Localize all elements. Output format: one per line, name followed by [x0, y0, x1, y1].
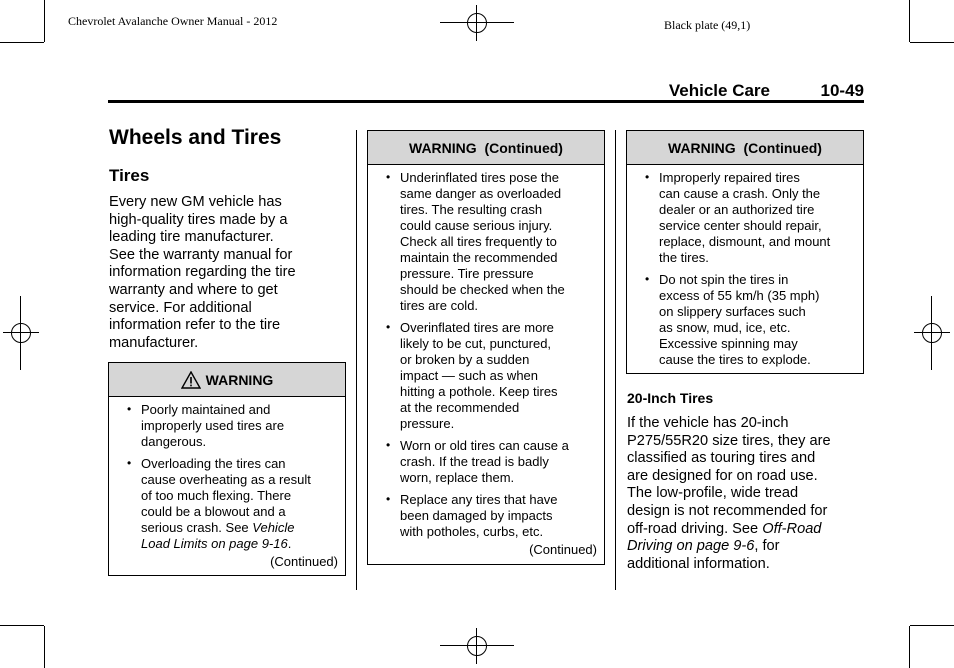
- text-line: dangerous.: [141, 434, 207, 449]
- text-line: at the recommended: [400, 400, 520, 415]
- warning-label: WARNING: [205, 371, 274, 388]
- text-line: Improperly repaired tires: [659, 170, 800, 185]
- text-line: tires are cold.: [400, 298, 479, 313]
- crop-mark: [909, 0, 910, 42]
- text-line: P275/55R20 size tires, they are: [627, 432, 831, 449]
- text-line: are designed for on road use.: [627, 467, 818, 484]
- text-line: [627, 521, 867, 539]
- registration-mark-bottom: [459, 628, 495, 664]
- text-line: additional information.: [627, 555, 770, 572]
- text-span: off-road driving. See: [627, 520, 763, 537]
- page-number: 10-49: [820, 81, 864, 100]
- text-span: .: [287, 536, 292, 551]
- text-line: impact — such as when: [400, 368, 539, 383]
- text-line: [627, 538, 867, 556]
- intro-paragraph: [109, 194, 349, 352]
- text-line: cause the tires to explode.: [659, 352, 811, 367]
- text-span: serious crash. See: [141, 520, 253, 535]
- subsection-heading: 20-Inch Tires: [627, 390, 714, 406]
- text-line: information regarding the tire: [109, 264, 296, 281]
- text-line: information refer to the tire: [109, 317, 281, 334]
- text-line: pressure.: [400, 416, 455, 431]
- cross-reference[interactable]: Vehicle: [252, 520, 295, 535]
- warning-triangle-icon: [181, 371, 201, 389]
- text-line: been damaged by impacts: [400, 508, 553, 523]
- list-item: • Improperly repaired tires can cause a crash. Only the dealer or an authorized tire service center should repair, replace, dismount, and mount the tires.: [627, 170, 863, 266]
- section-title: Vehicle Care: [668, 81, 770, 100]
- list-item: • Underinflated tires pose the same danger as overloaded tires. The resulting crash could cause serious injury. Check all tires frequently to maintain the recommended pressure. Tire pressure should be checked when the tires are cold.: [368, 170, 604, 314]
- cross-reference[interactable]: Off-Road: [762, 520, 822, 537]
- text-line: same danger as overloaded: [400, 186, 562, 201]
- text-line: Overloading the tires can: [141, 456, 286, 471]
- column-divider: [356, 130, 357, 590]
- text-line: excess of 55 km/h (35 mph): [659, 288, 820, 303]
- continued-label: (Continued): [270, 554, 338, 569]
- header-rule: [108, 100, 864, 103]
- cross-reference[interactable]: Load Limits on page 9-16: [141, 536, 288, 551]
- text-line: worn, replace them.: [400, 470, 515, 485]
- text-line: Underinflated tires pose the: [400, 170, 559, 185]
- text-line: manufacturer.: [109, 334, 199, 351]
- section-heading: Tires: [109, 166, 150, 185]
- text-line: pressure. Tire pressure: [400, 266, 534, 281]
- text-line: Poorly maintained and: [141, 402, 271, 417]
- warning-header: [109, 363, 345, 397]
- list-item: • Poorly maintained and improperly used tires are dangerous.: [109, 402, 345, 450]
- warning-continued-box: [626, 130, 864, 374]
- text-line: Every new GM vehicle has: [109, 194, 282, 210]
- column-divider: [615, 130, 616, 590]
- text-line: could be a blowout and a: [141, 504, 286, 519]
- page-title: Wheels and Tires: [109, 126, 282, 149]
- print-header-left: Chevrolet Avalanche Owner Manual - 2012: [68, 14, 278, 28]
- text-line: with potholes, curbs, etc.: [400, 524, 544, 539]
- text-line: leading tire manufacturer.: [109, 229, 274, 246]
- text-line: cause overheating as a result: [141, 472, 311, 487]
- text-line: of too much flexing. There: [141, 488, 292, 503]
- crop-mark: [44, 0, 45, 42]
- warning-continued-box: [367, 130, 605, 565]
- text-line: Worn or old tires can cause a: [400, 438, 569, 453]
- registration-line: [440, 645, 514, 646]
- text-line: service center should repair,: [659, 218, 822, 233]
- text-line: See the warranty manual for: [109, 246, 293, 263]
- text-line: on slippery surfaces such: [659, 304, 806, 319]
- crop-mark: [44, 626, 45, 668]
- text-line: The low-profile, wide tread: [627, 485, 799, 502]
- list-item: • Overloading the tires can cause overheating as a result of too much flexing. There could be a blowout and a serious crash. See Vehicle Load Limits on page 9-16.: [109, 456, 345, 552]
- crop-mark: [909, 626, 910, 668]
- text-line: [141, 520, 337, 536]
- text-line: replace, dismount, and mount: [659, 234, 831, 249]
- list-item: • Replace any tires that have been damaged by impacts with potholes, curbs, etc.: [368, 492, 604, 540]
- warning-box: [108, 362, 346, 576]
- text-line: design is not recommended for: [627, 502, 828, 519]
- text-line: If the vehicle has 20-inch: [627, 415, 789, 431]
- text-line: can cause a crash. Only the: [659, 186, 821, 201]
- text-line: dealer or an authorized tire: [659, 202, 815, 217]
- text-line: service. For additional: [109, 299, 252, 316]
- text-line: Do not spin the tires in: [659, 272, 789, 287]
- print-header-right: Black plate (49,1): [664, 18, 751, 32]
- warning-header: WARNING (Continued): [627, 131, 863, 165]
- crop-mark: [0, 625, 44, 626]
- continued-label: (Continued): [529, 542, 597, 557]
- registration-mark-left: [3, 315, 39, 351]
- registration-mark-top: [459, 5, 495, 41]
- text-line: improperly used tires are: [141, 418, 285, 433]
- text-line: could cause serious injury.: [400, 218, 553, 233]
- list-item: • Overinflated tires are more likely to be cut, punctured, or broken by a sudden impact — such as when hitting a pothole. Keep tires at the recommended pressure.: [368, 320, 604, 432]
- text-line: or broken by a sudden: [400, 352, 530, 367]
- registration-line: [440, 22, 514, 23]
- text-line: classified as touring tires and: [627, 450, 816, 467]
- crop-mark: [0, 42, 44, 43]
- text-line: [141, 536, 337, 552]
- text-line: Overinflated tires are more: [400, 320, 554, 335]
- registration-line: [931, 296, 932, 370]
- text-line: as snow, mud, ice, etc.: [659, 320, 791, 335]
- text-line: hitting a pothole. Keep tires: [400, 384, 558, 399]
- text-span: , for: [754, 538, 780, 555]
- tires-paragraph: [627, 415, 867, 573]
- cross-reference[interactable]: Driving on page 9-6: [627, 538, 755, 555]
- text-line: high-quality tires made by a: [109, 211, 288, 228]
- text-line: likely to be cut, punctured,: [400, 336, 552, 351]
- warning-header: WARNING (Continued): [368, 131, 604, 165]
- text-line: tires. The resulting crash: [400, 202, 543, 217]
- list-item: • Do not spin the tires in excess of 55 km/h (35 mph) on slippery surfaces such as snow, mud, ice, etc. Excessive spinning may cause the tires to explode.: [627, 272, 863, 368]
- text-line: should be checked when the: [400, 282, 565, 297]
- crop-mark: [910, 42, 954, 43]
- text-line: crash. If the tread is badly: [400, 454, 549, 469]
- text-line: the tires.: [659, 250, 709, 265]
- crop-mark: [910, 625, 954, 626]
- text-line: maintain the recommended: [400, 250, 558, 265]
- list-item: • Worn or old tires can cause a crash. If the tread is badly worn, replace them.: [368, 438, 604, 486]
- text-line: Check all tires frequently to: [400, 234, 557, 249]
- registration-mark-right: [914, 315, 950, 351]
- text-line: warranty and where to get: [109, 281, 278, 298]
- text-line: Excessive spinning may: [659, 336, 798, 351]
- registration-line: [20, 296, 21, 370]
- text-line: Replace any tires that have: [400, 492, 558, 507]
